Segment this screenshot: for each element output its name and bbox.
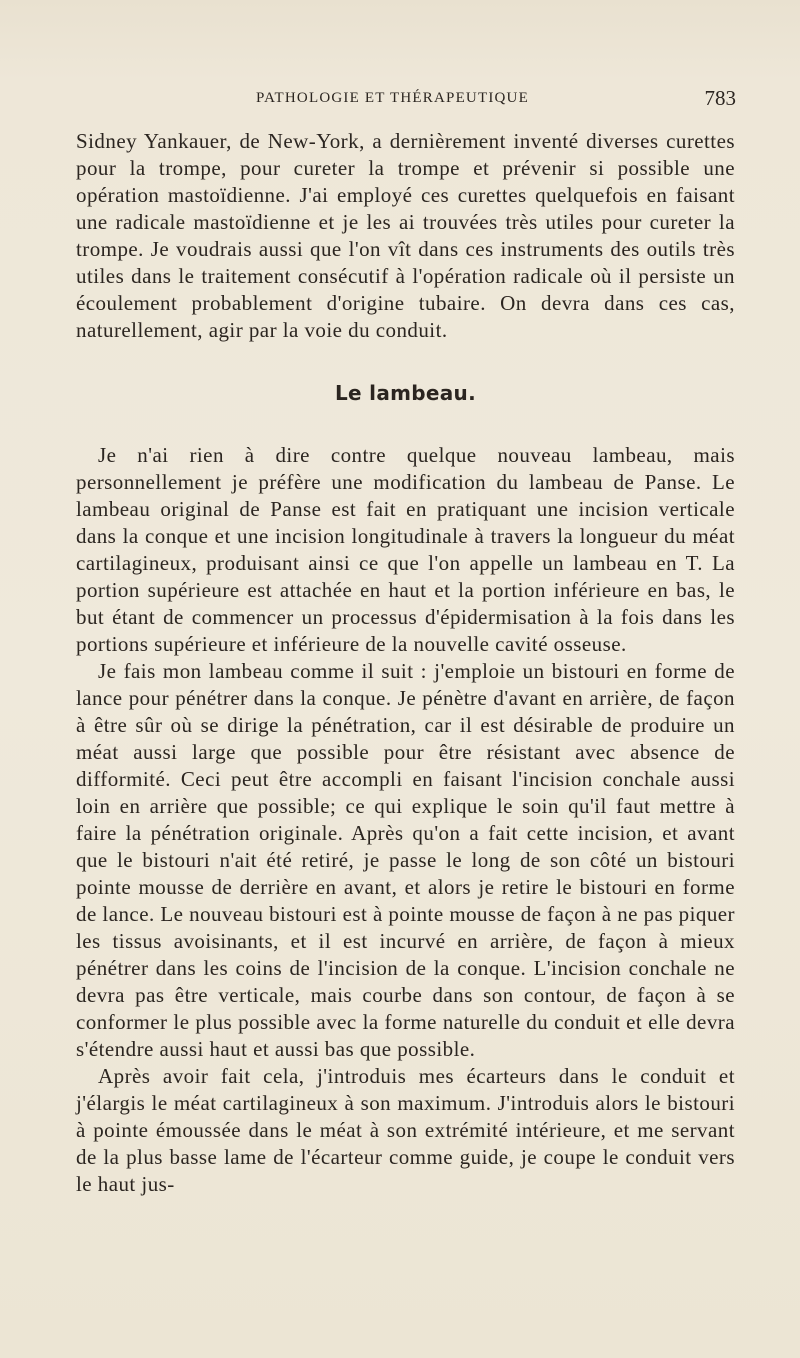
paragraph-retractors: Après avoir fait cela, j'introduis mes écarteurs dans le conduit et j'élargis le méat cartilagineux à son maximum. J'introduis alors le bistouri à pointe émoussée dans le méat à son extrémité intérieure, et me servant de la plus basse lame de l'écarteur comme guide, je coupe le conduit vers le haut jus- (76, 1064, 735, 1196)
paragraph-yankauer-curettes: Sidney Yankauer, de New-York, a dernièrement inventé diverses curettes pour la trompe, pour cureter la trompe et prévenir si possible une opération mastoïdienne. J'ai employé ces curettes quelquefois en faisant une radicale mastoïdienne et je les ai trouvées très utiles pour cureter la trompe. Je voudrais aussi que l'on vît dans ces instruments des outils très utiles dans le traitement consécutif à l'opération radicale où il persiste un écoulement probablement d'origine tubaire. On devra dans ces cas, naturellement, agir par la voie du conduit. (76, 129, 735, 342)
running-title: PATHOLOGIE ET THÉRAPEUTIQUE (256, 90, 529, 106)
paragraph-panse-flap: Je n'ai rien à dire contre quelque nouveau lambeau, mais personnellement je préfère une modification du lambeau de Panse. Le lambeau original de Panse est fait en pratiquant une incision verticale dans la conque et une incision longitudinale à travers la longueur du méat cartilagineux, produisant ainsi ce que l'on appelle un lambeau en T. La portion supérieure est attachée en haut et la portion inférieure en bas, le but étant de commencer un processus d'épidermisation à la fois dans les portions supérieure et inférieure de la nouvelle cavité osseuse. (76, 443, 735, 656)
page-number: 783 (704, 86, 736, 110)
body-text (76, 128, 735, 1198)
running-head (76, 86, 736, 114)
section-heading: Le lambeau. (335, 381, 476, 405)
paragraph-flap-technique: Je fais mon lambeau comme il suit : j'emploie un bistouri en forme de lance pour pénétrer dans la conque. Je pénètre d'avant en arrière, de façon à être sûr où se dirige la pénétration, car il est désirable de produire un méat aussi large que possible pour être résistant avec absence de difformité. Ceci peut être accompli en faisant l'incision conchale aussi loin en arrière que possible; ce qui explique le soin qu'il faut mettre à faire la pénétration originale. Après qu'on a fait cette incision, et avant que le bistouri n'ait été retiré, je passe le long de son côté un bistouri pointe mousse de derrière en avant, et alors je retire le bistouri en forme de lance. Le nouveau bistouri est à pointe mousse de façon à ne pas piquer les tissus avoisinants, et il est incurvé en arrière, de façon à mieux pénétrer dans les coins de l'incision de la conque. L'incision conchale ne devra pas être verticale, mais courbe dans son contour, de façon à se conformer le plus possible avec la forme naturelle du conduit et elle devra s'étendre aussi haut et aussi bas que possible. (76, 659, 736, 1061)
